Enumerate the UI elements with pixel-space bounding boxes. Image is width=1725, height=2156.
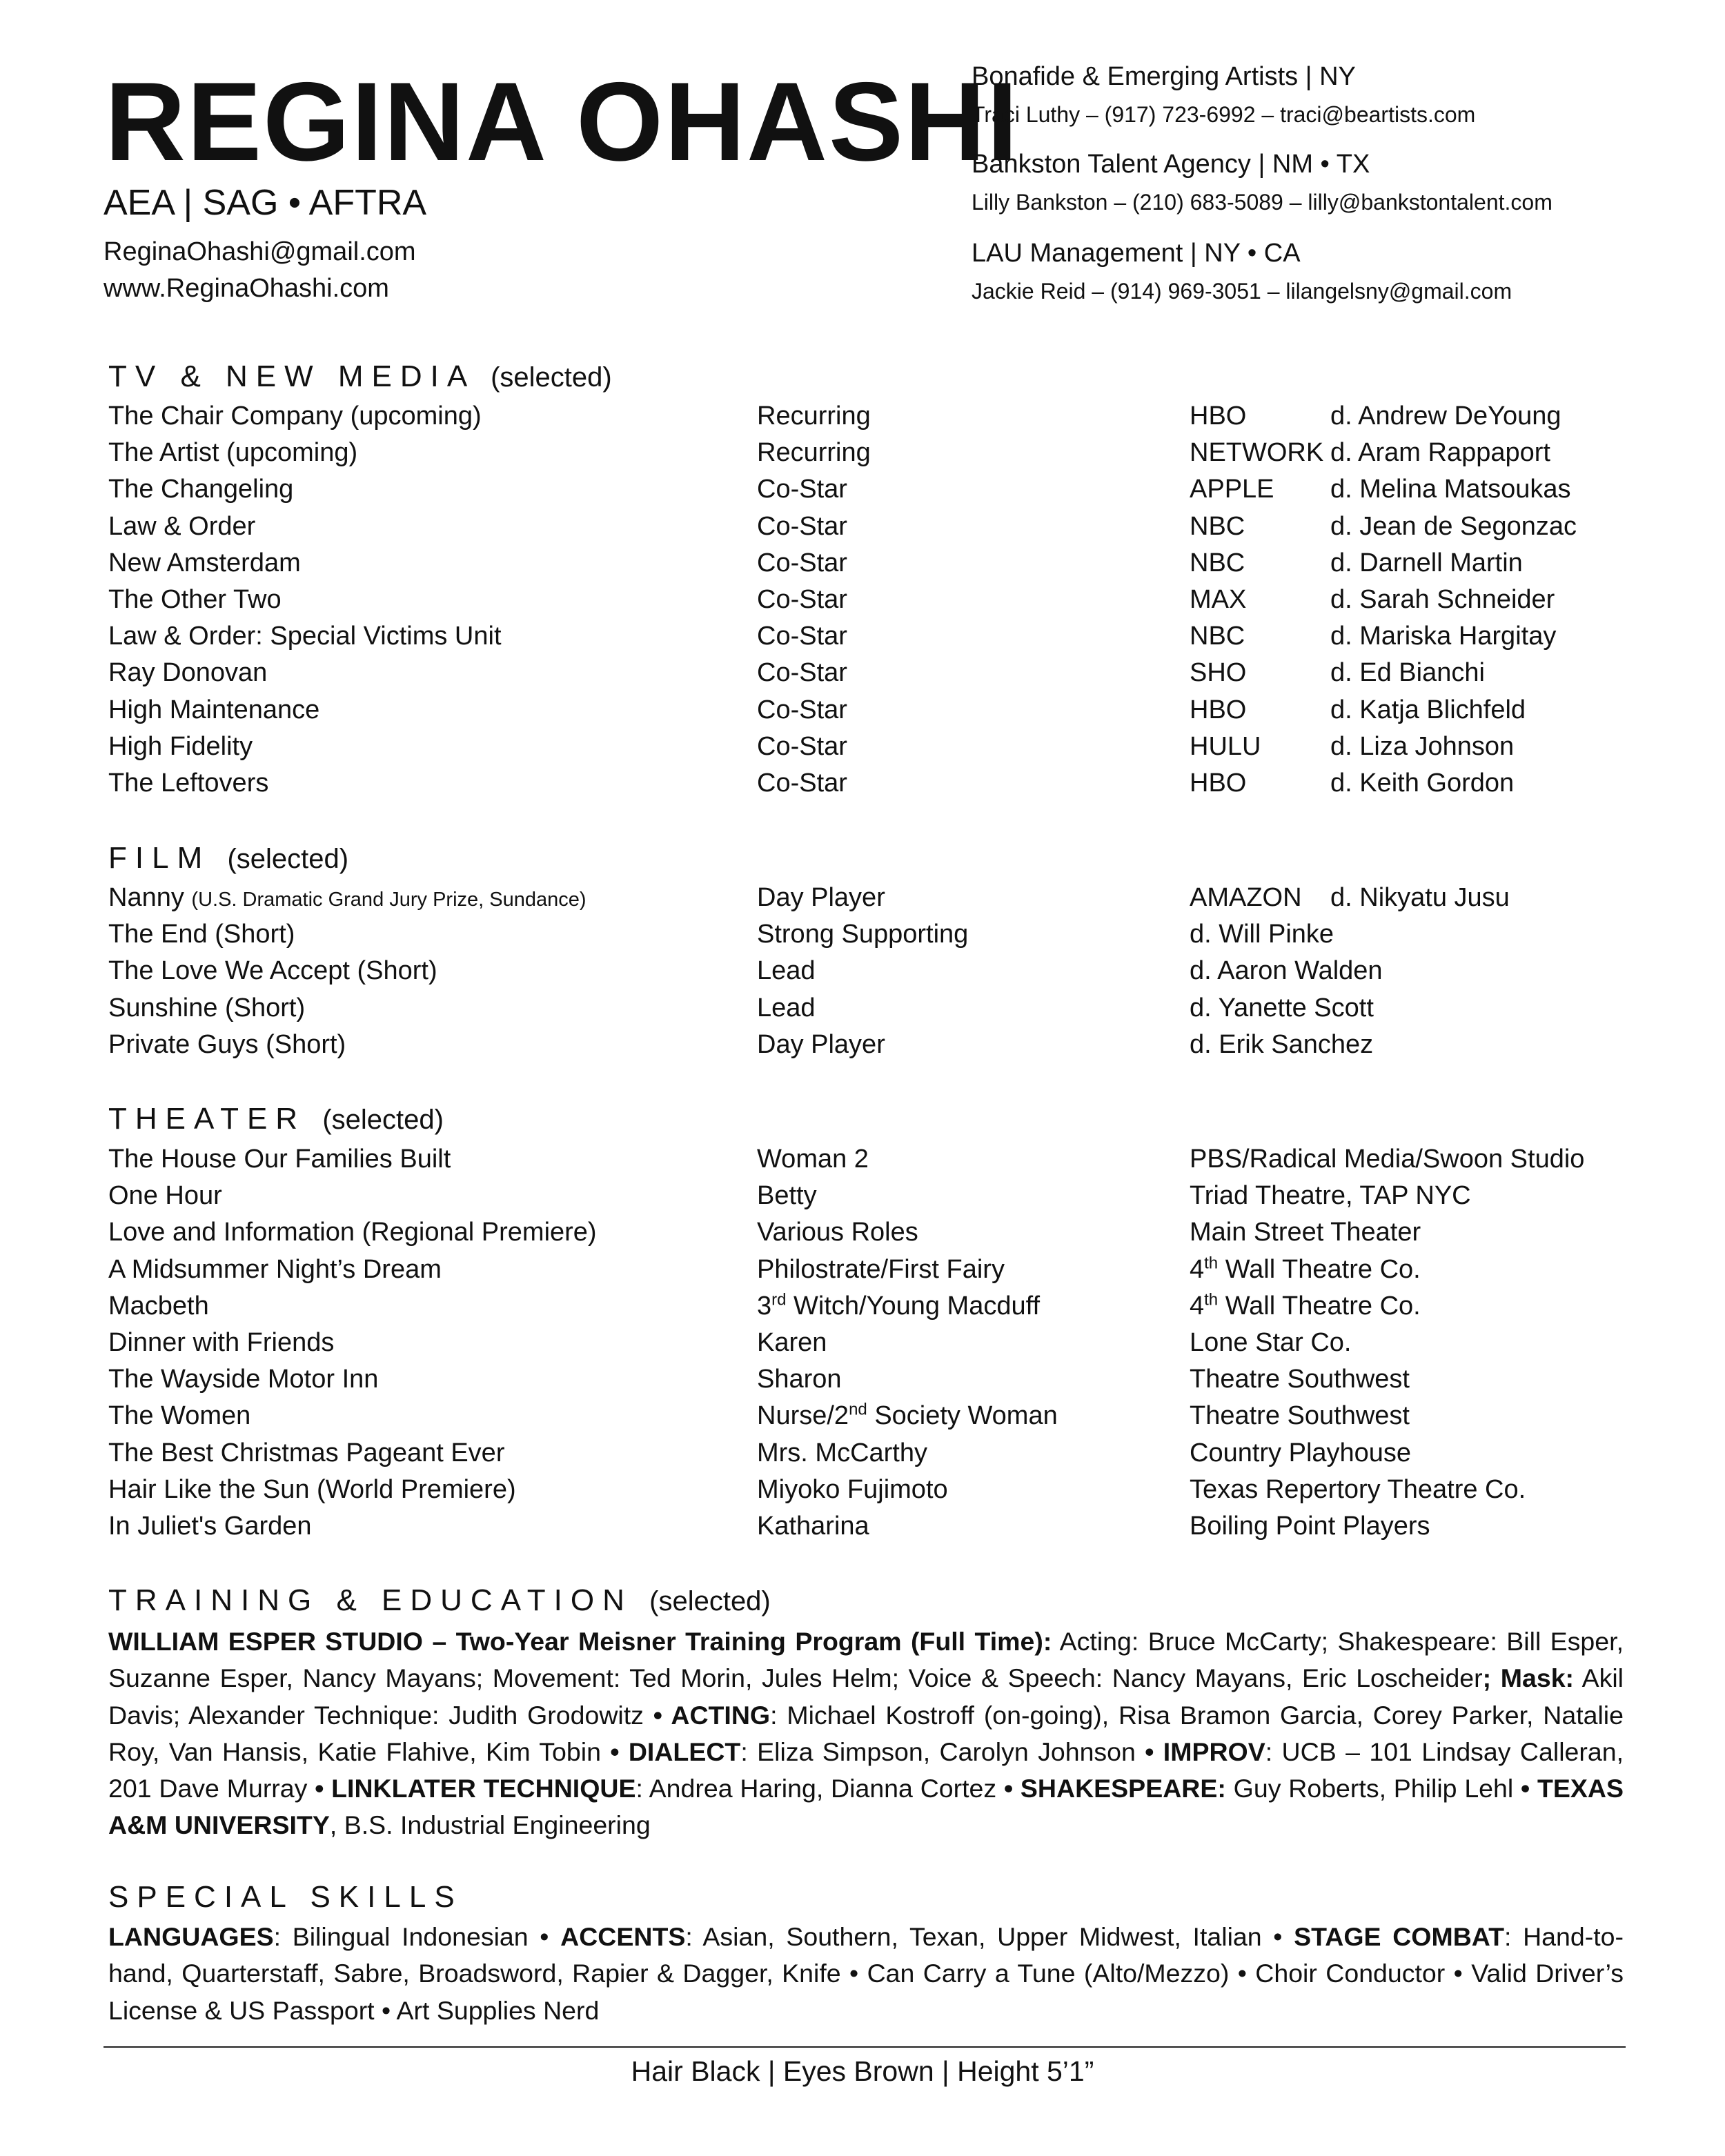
esper-text: Acting: Bruce McCarty; Shakespeare: Bill Esper, Suzanne Esper, Nancy Mayans; Movement: Ted Morin, Jules Helm; Voice & Speech: Nancy Mayans, Eric Loscheider [108,1627,1624,1693]
credit-role: Betty [757,1181,817,1211]
project-title: The Leftovers [108,769,269,798]
project-title: Love and Information (Regional Premiere) [108,1218,597,1247]
theater-credit-row [0,1472,1725,1508]
credit-role: Day Player [757,1029,885,1059]
credit-project [108,655,267,691]
credit-venue-part: 4 [1190,1254,1205,1284]
dialect-text: : Eliza Simpson, Carolyn Johnson [740,1737,1145,1766]
credit-network: HULU [1190,731,1261,761]
agency-block [972,240,1662,302]
credit-venue: Theatre Southwest [1190,1365,1410,1394]
credit-role-part: Nurse/2 [757,1401,849,1431]
credit-project [108,1472,516,1508]
credit-role: Co-Star [757,548,847,577]
tv-credit-row [0,729,1725,765]
credit-role: Woman 2 [757,1145,869,1174]
credit-venue-part: Wall Theatre Co. [1218,1291,1421,1321]
credit-project [108,435,357,471]
credit-director: d. Aram Rappaport [1330,438,1550,468]
credit-network: SHO [1190,658,1247,688]
credit-project [108,1252,442,1288]
theater-credit-row [0,1398,1725,1434]
agency-name: Bonafide & Emerging Artists | NY [972,62,1356,91]
accents-text: : Asian, Southern, Texan, Upper Midwest, Italian • [685,1922,1294,1951]
project-title: The Women [108,1401,251,1431]
section-title-tv [108,359,612,393]
credit-role-superscript: rd [771,1290,787,1309]
credit-project [108,618,502,655]
credit-venue: Theatre Southwest [1190,1401,1410,1431]
accents-label: ACCENTS [560,1922,686,1951]
credit-project [108,692,319,729]
credit-role: Mrs. McCarthy [757,1438,927,1467]
tv-credit-row [0,545,1725,582]
project-title: New Amsterdam [108,548,301,577]
film-credit-row [0,990,1725,1027]
footer-divider [103,2046,1626,2048]
esper-label: WILLIAM ESPER STUDIO – Two-Year Meisner Training Program (Full Time): [108,1627,1052,1656]
film-credit-row [0,1027,1725,1063]
linklater-text: : Andrea Haring, Dianna Cortez [635,1774,1004,1803]
credit-director: d. Mariska Hargitay [1330,622,1557,651]
credit-project [108,1398,250,1434]
section-heading: FILM [108,841,211,875]
credit-project [108,1178,222,1214]
credit-network: NBC [1190,548,1245,577]
credit-role: Philostrate/First Fairy [757,1254,1005,1284]
improv-label: • IMPROV [1145,1737,1265,1766]
theater-credit-row [0,1252,1725,1288]
credit-venue: Lone Star Co. [1190,1328,1352,1357]
credit-venue: Main Street Theater [1190,1218,1421,1247]
project-title: Hair Like the Sun (World Premiere) [108,1474,516,1504]
credit-project [108,1361,378,1398]
credit-venue [1190,1252,1421,1288]
credit-project [108,508,255,545]
credit-director: d. Darnell Martin [1330,548,1523,577]
project-award-note: (U.S. Dramatic Grand Jury Prize, Sundance) [191,889,586,911]
credit-director: d. Melina Matsoukas [1330,475,1571,504]
section-heading: TRAINING & EDUCATION [108,1583,633,1617]
credit-project [108,1435,504,1472]
credit-network: HBO [1190,769,1247,798]
improv-text: : UCB – 101 Lindsay Calleran, 201 Dave Murray [108,1737,1624,1803]
credit-project [108,916,295,953]
mask-text: Akil Davis; Alexander Technique: Judith Grodowitz [108,1663,1624,1730]
credit-director: d. Erik Sanchez [1190,1029,1374,1059]
credit-role-part: Society Woman [867,1401,1058,1431]
agency-block [972,63,1662,126]
project-title: The Artist (upcoming) [108,438,358,468]
project-title: The Chair Company (upcoming) [108,402,482,431]
project-title: Law & Order [108,511,256,541]
credit-project [108,1027,346,1063]
credit-network: APPLE [1190,475,1274,504]
project-title: The Changeling [108,475,294,504]
agency-block [972,151,1662,213]
project-title: The House Our Families Built [108,1145,451,1174]
email-address[interactable]: ReginaOhashi@gmail.com [103,237,416,266]
tv-credit-row [0,618,1725,655]
theater-credit-row [0,1325,1725,1361]
theater-credit-row [0,1508,1725,1545]
credit-venue: Boiling Point Players [1190,1512,1430,1541]
website-link[interactable]: www.ReginaOhashi.com [103,274,389,303]
credit-director: d. Nikyatu Jusu [1330,883,1510,912]
section-title-training [108,1585,771,1616]
tv-credit-row [0,692,1725,729]
project-title: Dinner with Friends [108,1328,335,1357]
credit-director: d. Andrew DeYoung [1330,402,1561,431]
section-qualifier: (selected) [491,362,612,393]
credit-venue: PBS/Radical Media/Swoon Studio [1190,1145,1585,1174]
credit-project [108,1141,451,1178]
credit-director: d. Liza Johnson [1330,731,1515,761]
credit-role: Recurring [757,402,871,431]
credit-project [108,545,301,582]
credit-director: d. Yanette Scott [1190,993,1374,1022]
physical-stats: Hair Black | Eyes Brown | Height 5’1” [631,2055,1094,2087]
project-title: High Maintenance [108,695,320,724]
credit-project [108,398,482,435]
project-title: Law & Order: Special Victims Unit [108,622,502,651]
credit-network: MAX [1190,585,1247,614]
credit-role: Recurring [757,438,871,468]
project-title: The Other Two [108,585,282,614]
credit-venue-superscript: th [1204,1290,1219,1309]
union-affiliations: AEA | SAG • AFTRA [103,183,427,223]
credit-director: d. Will Pinke [1190,920,1334,949]
agency-contact: Lilly Bankston – (210) 683-5089 – lilly@bankstontalent.com [972,190,1552,215]
tv-credit-row [0,582,1725,618]
credit-network: NETWORK [1190,438,1324,468]
section-heading: TV & NEW MEDIA [108,359,474,393]
project-title: In Juliet's Garden [108,1512,312,1541]
tv-credit-row [0,765,1725,802]
credit-project [108,1214,597,1251]
credit-network: AMAZON [1190,883,1302,912]
project-title: Private Guys (Short) [108,1029,346,1059]
tv-credit-row [0,471,1725,508]
credit-venue: Triad Theatre, TAP NYC [1190,1181,1471,1211]
credit-project [108,765,268,802]
theater-credit-row [0,1141,1725,1178]
credit-role: Karen [757,1328,827,1357]
credit-role: Co-Star [757,585,847,614]
tv-credit-row [0,655,1725,691]
theater-credit-row [0,1435,1725,1472]
credit-role: Sharon [757,1365,842,1394]
section-qualifier: (selected) [649,1586,771,1616]
credit-network: HBO [1190,695,1247,724]
credit-director: d. Jean de Segonzac [1330,511,1577,541]
shakespeare-label: • SHAKESPEARE: [1003,1774,1226,1803]
credit-role-part: Witch/Young Macduff [786,1291,1041,1321]
agency-name: LAU Management | NY • CA [972,239,1301,268]
section-heading: THEATER [108,1102,306,1136]
credit-role [757,1288,1040,1325]
credit-director: d. Katja Blichfeld [1330,695,1526,724]
shakespeare-text: Guy Roberts, Philip Lehl [1225,1774,1521,1803]
credit-director: d. Keith Gordon [1330,769,1515,798]
credit-role [757,1398,1058,1434]
tamu-text: , B.S. Industrial Engineering [329,1810,651,1840]
credit-role: Co-Star [757,769,847,798]
project-title: Ray Donovan [108,658,268,688]
skills-paragraph [108,1919,1624,2029]
project-title: High Fidelity [108,731,253,761]
credit-venue-superscript: th [1204,1253,1219,1272]
credit-venue: Country Playhouse [1190,1438,1412,1467]
project-title: The Love We Accept (Short) [108,956,437,986]
theater-credit-row [0,1214,1725,1251]
credit-role: Katharina [757,1512,869,1541]
film-credit-row [0,880,1725,916]
credit-network: NBC [1190,511,1245,541]
section-qualifier: (selected) [322,1105,444,1135]
project-title: Nanny [108,883,184,912]
credit-role-superscript: nd [849,1400,867,1419]
credit-role: Co-Star [757,475,847,504]
credit-project [108,880,586,918]
project-title: A Midsummer Night’s Dream [108,1254,442,1284]
credit-role: Lead [757,956,816,986]
project-title: The Best Christmas Pageant Ever [108,1438,505,1467]
project-title: The Wayside Motor Inn [108,1365,379,1394]
agency-name: Bankston Talent Agency | NM • TX [972,150,1370,179]
mask-label: ; Mask: [1482,1663,1575,1693]
section-title-film [108,843,348,873]
agency-contact: Traci Luthy – (917) 723-6992 – traci@beartists.com [972,102,1476,127]
tv-credit-row [0,398,1725,435]
credit-venue [1190,1288,1421,1325]
credit-project [108,1508,312,1545]
credit-project [108,1325,334,1361]
credit-network: HBO [1190,402,1247,431]
credit-director: d. Aaron Walden [1190,956,1383,986]
credit-project [108,729,253,765]
credit-project [108,471,293,508]
tamu-label: • TEXAS A&M UNIVERSITY [108,1774,1624,1840]
training-paragraph [108,1623,1624,1844]
credit-network: NBC [1190,622,1245,651]
theater-credit-row [0,1288,1725,1325]
agency-contact: Jackie Reid – (914) 969-3051 – lilangelsny@gmail.com [972,279,1512,304]
section-qualifier: (selected) [227,844,349,874]
credit-role: Co-Star [757,658,847,688]
credit-role: Co-Star [757,511,847,541]
project-title: Sunshine (Short) [108,993,306,1022]
languages-text: : Bilingual Indonesian • [273,1922,561,1951]
credit-role: Miyoko Fujimoto [757,1474,948,1504]
credit-project [108,990,305,1027]
credit-role: Day Player [757,883,885,912]
credit-role-part: 3 [757,1291,772,1321]
stage-combat-label: STAGE COMBAT [1294,1922,1504,1951]
credit-role: Various Roles [757,1218,918,1247]
section-title-skills [108,1882,463,1912]
credit-venue: Texas Repertory Theatre Co. [1190,1474,1526,1504]
linklater-label: • LINKLATER TECHNIQUE [315,1774,636,1803]
project-title: Macbeth [108,1291,209,1321]
section-title-theater [108,1104,444,1134]
acting-label: • ACTING [653,1700,771,1730]
languages-label: LANGUAGES [108,1922,274,1951]
credit-role: Strong Supporting [757,920,969,949]
credit-project [108,1288,209,1325]
theater-credit-row [0,1361,1725,1398]
credit-project [108,953,437,989]
credit-role: Co-Star [757,731,847,761]
credit-project [108,582,282,618]
credit-venue-part: 4 [1190,1291,1205,1321]
credit-role: Co-Star [757,695,847,724]
film-credit-row [0,953,1725,989]
film-credit-row [0,916,1725,953]
theater-credit-row [0,1178,1725,1214]
tv-credit-row [0,435,1725,471]
credit-venue-part: Wall Theatre Co. [1218,1254,1421,1284]
project-title: The End (Short) [108,920,295,949]
dialect-label: • DIALECT [610,1737,741,1766]
credit-director: d. Ed Bianchi [1330,658,1485,688]
section-heading: SPECIAL SKILLS [108,1880,463,1914]
acting-text: : Michael Kostroff (on-going), Risa Bramon Garcia, Corey Parker, Natalie Roy, Van Hansis, Katie Flahive, Kim Tobin [108,1700,1624,1766]
actor-name: REGINA OHASHI [105,59,1020,184]
stage-combat-text: : Hand-to-hand, Quarterstaff, Sabre, Broadsword, Rapier & Dagger, Knife • Can Carry a Tune (Alto/Mezzo) • Choir Conductor • Valid Driver’s License & US Passport • Art Supplies Nerd [108,1922,1624,2025]
credit-role: Co-Star [757,622,847,651]
tv-credit-row [0,508,1725,545]
credit-director: d. Sarah Schneider [1330,585,1555,614]
project-title: One Hour [108,1181,222,1211]
credit-role: Lead [757,993,816,1022]
